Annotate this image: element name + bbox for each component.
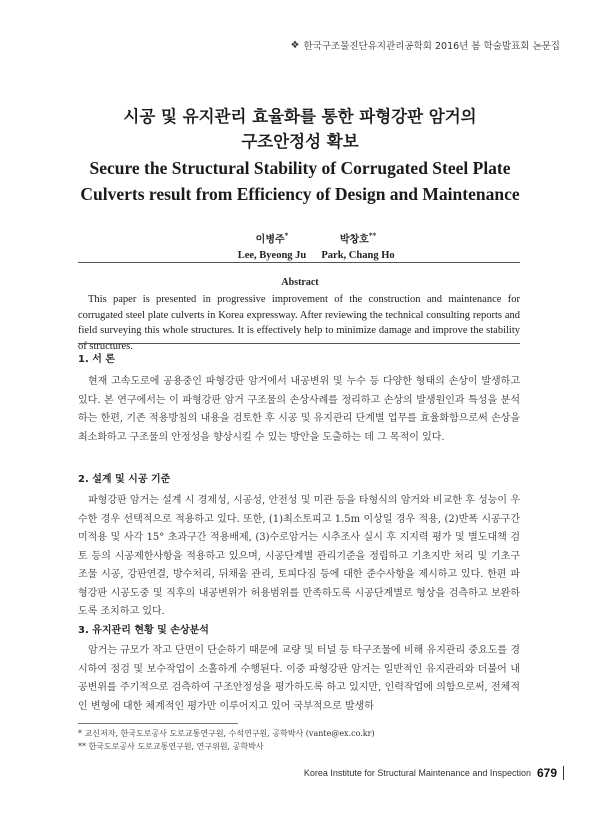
- author-1-mark: *: [284, 231, 289, 240]
- section-2-heading: 2. 설계 및 시공 기준: [78, 474, 171, 485]
- abstract-top-rule: [78, 262, 520, 263]
- korean-title-line-1: 시공 및 유지관리 효율화를 통한 파형강판 암거의: [123, 107, 477, 126]
- author-2-english-name: Park, Chang Ho: [321, 250, 395, 262]
- footnotes: [78, 727, 520, 753]
- section-2-text: 파형강판 암거는 설계 시 경제성, 시공성, 안전성 및 미관 등을 타형식의 암거와 비교한 후 성능이 우수한 경우 선택적으로 적용하고 있다. 또한, (1)최소토피고 1.5m 이상일 경우 적용, (2)반폭 시공구간 미적용 및 사각 15° 초과구간 적용배제, (3)수로암거는 시추조사 실시 후 지지력 평가 및 별도대책 검토 등의 시공제한사항을 적용하고 있으며, 시공단계별 관리기준을 정립하고 기초지반 처리 및 기초구조물 시공, 강판연결, 방수처리, 뒤채움 관리, 토피다짐 등에 대한 준수사항을 제시하고 있다. 한편 파형강판 시공도중 및 직후의 내공변위가 허용범위를 만족하도록 시공단계별로 형상을 검측하고 보완하도록 조치하고 있다.: [78, 495, 520, 617]
- footer-divider: [563, 766, 564, 780]
- footnote-1: * 교신저자, 한국도로공사 도로교통연구원, 수석연구원, 공학박사 (vante@ex.co.kr): [78, 729, 375, 738]
- korean-title-line-2: 구조안정성 확보: [241, 132, 359, 151]
- korean-title: [0, 104, 600, 154]
- footer-institute: Korea Institute for Structural Maintenance and Inspection: [303, 768, 531, 778]
- author-1-english-name: Lee, Byeong Ju: [237, 250, 307, 262]
- diamond-bullet-icon: ❖: [290, 39, 300, 51]
- author-1: [232, 228, 312, 264]
- abstract-text: This paper is presented in progressive improvement of the construction and maintenance for corrugated steel plate culverts in Korea expressway. After reviewing the technical consulting reports and field surveying this whole structures. It is effectively help to minimize damage and improve the stability of structures.: [78, 294, 520, 352]
- abstract-bottom-rule: [78, 343, 520, 344]
- author-2-mark: **: [368, 231, 377, 240]
- page-number: 679: [536, 766, 557, 780]
- section-3-text: 암거는 규모가 작고 단면이 단순하기 때문에 교량 및 터널 등 타구조물에 비해 유지관리 중요도를 경시하여 점검 및 보수작업이 소홀하게 수행된다. 이중 파형강판 암거는 일반적인 유지관리와 더불어 내공변위를 주기적으로 검측하여 구조안정성을 평가하도록 하고 있지만, 인력작업에 의함으로써, 전체적인 변형에 대한 체계적인 평가만 이루어지고 있어 국부적으로 발생하: [78, 645, 520, 712]
- section-1-heading: 1. 서 론: [78, 354, 116, 365]
- abstract-heading: Abstract: [281, 277, 319, 288]
- section-1-text: 현재 고속도로에 공용중인 파형강판 암거에서 내공변위 및 누수 등 다양한 형태의 손상이 발생하고 있다. 본 연구에서는 이 파형강판 암거 구조물의 손상사례를 정리하고 손상의 발생원인과 특성을 분석하는 한편, 기존 적용방침의 내용을 검토한 후 시공 및 유지관리 단계별 업무를 효율화함으로써 손상을 최소화하고 구조물의 안정성을 향상시킬 수 있는 방안을 도출하는 데 그 목적이 있다.: [78, 376, 520, 443]
- footnote-rule: [78, 723, 238, 724]
- author-2-korean-name: 박창호: [339, 234, 369, 246]
- running-header: [291, 38, 560, 52]
- author-1-korean-name: 이병주: [255, 234, 285, 246]
- page-footer: [304, 766, 564, 780]
- english-title-line-2: Culverts result from Efficiency of Design and Maintenance: [80, 184, 520, 204]
- author-2: [318, 228, 398, 264]
- section-3-heading: 3. 유지관리 현황 및 손상분석: [78, 625, 209, 636]
- english-title-line-1: Secure the Structural Stability of Corrugated Steel Plate: [89, 158, 511, 178]
- journal-name: 한국구조물진단유지관리공학회 2016년 봄 학술발표회 논문집: [303, 41, 560, 52]
- english-title: [0, 155, 600, 207]
- footnote-2: ** 한국도로공사 도로교통연구원, 연구위원, 공학박사: [78, 742, 264, 751]
